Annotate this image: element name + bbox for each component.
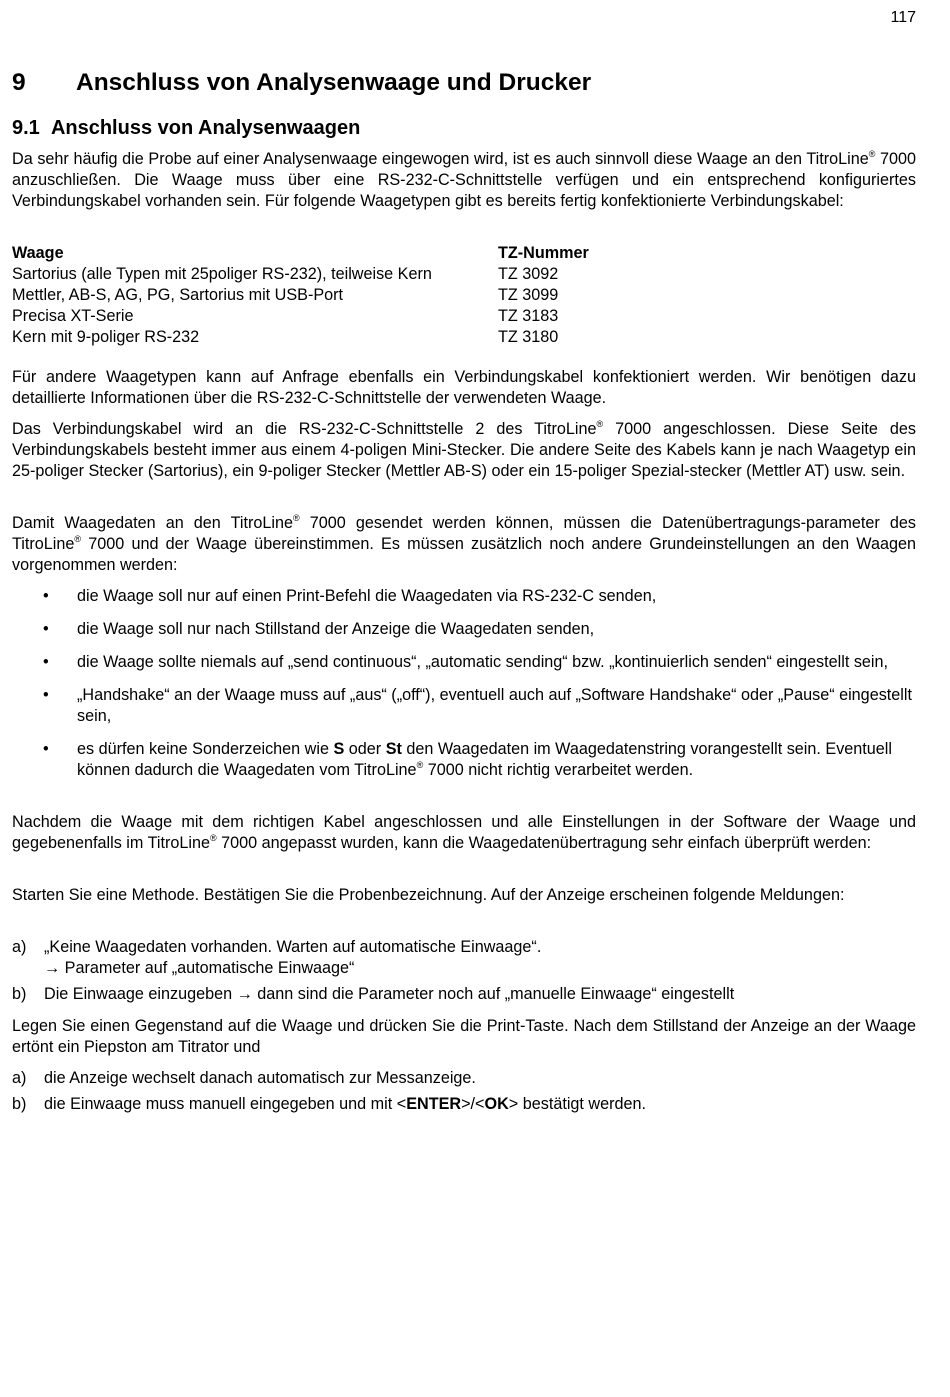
table-cell-tz-number: TZ 3180 (498, 328, 559, 346)
bullet-text: 7000 nicht richtig verarbeitet werden. (423, 761, 694, 779)
chapter-heading (12, 68, 916, 98)
other-scales-paragraph: Für andere Waagetypen kann auf Anfrage ebenfalls ein Verbindungskabel konfektioniert werden. Wir benötigen dazu detaillierte Informationen über die RS-232-C-Schnittstelle der verwendeten Waage. (12, 368, 916, 407)
bullet-icon: • (43, 653, 49, 671)
after-setup-paragraph (12, 812, 916, 854)
table-row (12, 327, 589, 348)
table-header-tz-number: TZ-Nummer (498, 244, 589, 262)
item-label: a) (12, 1069, 27, 1087)
result-item-b (12, 1094, 916, 1115)
bullet-text: den Waagedaten im Waagedatenstring vorangestellt sein. Eventuell können dadurch die Waagedaten vom TitroLine (77, 740, 892, 779)
list-item (12, 739, 916, 781)
message-a-line-1: „Keine Waagedaten vorhanden. Warten auf automatische Einwaage“. (44, 938, 542, 956)
table-row (12, 285, 589, 306)
message-a-line-2: → Parameter auf „automatische Einwaage“ (44, 959, 355, 977)
registered-mark: ® (868, 149, 876, 159)
bullet-icon: • (43, 740, 49, 758)
ok-key-label: OK (484, 1095, 509, 1113)
list-item (12, 586, 916, 607)
message-item-a (12, 937, 916, 979)
table-header-scale: Waage (12, 244, 64, 262)
chapter-number: 9 (12, 69, 26, 96)
item-label: b) (12, 1095, 27, 1113)
bullet-text: die Waage soll nur nach Stillstand der Anzeige die Waagedaten senden, (77, 620, 595, 638)
after-text-2: 7000 angepasst wurden, kann die Waagedatenübertragung sehr einfach überprüft werden: (216, 834, 872, 852)
list-item (12, 619, 916, 640)
table-row (12, 306, 589, 327)
intro-paragraph (12, 149, 916, 212)
message-item-b (12, 984, 916, 1005)
list-item (12, 652, 916, 673)
registered-mark: ® (74, 534, 82, 544)
section-heading (12, 115, 360, 141)
result-b-text-3: > bestätigt werden. (508, 1095, 647, 1113)
table-cell-scale: Kern mit 9-poliger RS-232 (12, 328, 200, 346)
result-a-text: die Anzeige wechselt danach automatisch zur Messanzeige. (44, 1069, 476, 1087)
bullet-text: die Waage sollte niemals auf „send continuous“, „automatic sending“ bzw. „kontinuierlich senden“ eingestellt sein, (77, 653, 889, 671)
after-text-1: Nachdem die Waage mit dem richtigen Kabel angeschlossen und alle Einstellungen in der Software der Waage und gegebenenfalls im TitroLine (12, 813, 916, 852)
settings-paragraph (12, 513, 916, 576)
enter-key-label: ENTER (406, 1095, 462, 1113)
result-item-a (12, 1068, 916, 1089)
section-title: Anschluss von Analysenwaagen (50, 117, 361, 139)
bullet-text: oder (344, 740, 386, 758)
registered-mark: ® (293, 513, 300, 523)
table-cell-tz-number: TZ 3092 (498, 265, 559, 283)
list-item (12, 685, 916, 727)
cable-text-1: Das Verbindungskabel wird an die RS-232-C-Schnittstelle 2 des TitroLine (12, 420, 597, 438)
bold-s: S (333, 740, 345, 758)
table-cell-scale: Precisa XT-Serie (12, 307, 134, 325)
bullet-text: die Waage soll nur auf einen Print-Befehl die Waagedaten via RS-232-C senden, (77, 587, 657, 605)
result-b-text-1: die Einwaage muss manuell eingegeben und mit < (44, 1095, 407, 1113)
cable-paragraph (12, 419, 916, 482)
intro-text-1: Da sehr häufig die Probe auf einer Analysenwaage eingewogen wird, ist es auch sinnvoll diese Waage an den TitroLine (12, 150, 869, 168)
table-cell-scale: Mettler, AB-S, AG, PG, Sartorius mit USB-Port (12, 286, 344, 304)
settings-text-2: 7000 gesendet werden können, müssen die Datenübertragungs-parameter des TitroLine (12, 514, 916, 553)
section-number: 9.1 (12, 117, 40, 139)
intro-text-2: 7000 anzuschließen. Die Waage muss über eine RS-232-C-Schnittstelle verfügen und ein entsprechend konfiguriertes Verbindungskabel vorhanden sein. Für folgende Waagetypen gibt es bereits fertig konfektionierte Verbindungskabel: (12, 150, 917, 210)
table-header-row (12, 243, 589, 264)
registered-mark: ® (416, 760, 424, 770)
scale-cable-table (12, 243, 589, 348)
item-label: a) (12, 938, 27, 956)
bullet-icon: • (43, 587, 49, 605)
settings-text-3: 7000 und der Waage übereinstimmen. Es müssen zusätzlich noch andere Grundeinstellungen an den Waagen vorgenommen werden: (12, 535, 916, 574)
place-object-paragraph: Legen Sie einen Gegenstand auf die Waage und drücken Sie die Print-Taste. Nach dem Stillstand der Anzeige an der Waage ertönt ein Piepston am Titrator und (12, 1017, 916, 1056)
bold-st: St (385, 740, 402, 758)
table-row (12, 264, 589, 285)
registered-mark: ® (209, 833, 217, 843)
bullet-text: es dürfen keine Sonderzeichen wie (77, 740, 334, 758)
table-cell-tz-number: TZ 3099 (498, 286, 559, 304)
cable-text-2: 7000 angeschlossen. Diese Seite des Verbindungskabels besteht immer aus einem 4-poligen Mini-Stecker. Die andere Seite des Kabels kann je nach Waagetyp ein 25-poliger Stecker (Sartorius), ein 9-poliger Stecker (Mettler AB-S) oder ein 15-poliger Spezial-stecker (Mettler AT) usw. sein. (12, 420, 917, 480)
registered-mark: ® (596, 419, 604, 429)
bullet-text: „Handshake“ an der Waage muss auf „aus“ („off“), eventuell auch auf „Software Handshake“ oder „Pause“ eingestellt sein, (77, 686, 912, 725)
table-cell-tz-number: TZ 3183 (498, 307, 559, 325)
table-cell-scale: Sartorius (alle Typen mit 25poliger RS-232), teilweise Kern (12, 265, 432, 283)
page-number: 117 (890, 9, 916, 26)
chapter-title: Anschluss von Analysenwaage und Drucker (76, 69, 592, 96)
settings-bullet-list (12, 586, 916, 793)
settings-text-1: Damit Waagedaten an den TitroLine (12, 514, 294, 532)
result-b-text-2: >/< (461, 1095, 485, 1113)
start-method-paragraph: Starten Sie eine Methode. Bestätigen Sie die Probenbezeichnung. Auf der Anzeige erscheinen folgende Meldungen: (12, 886, 845, 904)
message-b-text: Die Einwaage einzugeben → dann sind die Parameter noch auf „manuelle Einwaage“ eingestellt (44, 985, 735, 1003)
bullet-icon: • (43, 620, 49, 638)
item-label: b) (12, 985, 27, 1003)
bullet-icon: • (43, 686, 49, 704)
result-b-text (12, 1094, 916, 1115)
